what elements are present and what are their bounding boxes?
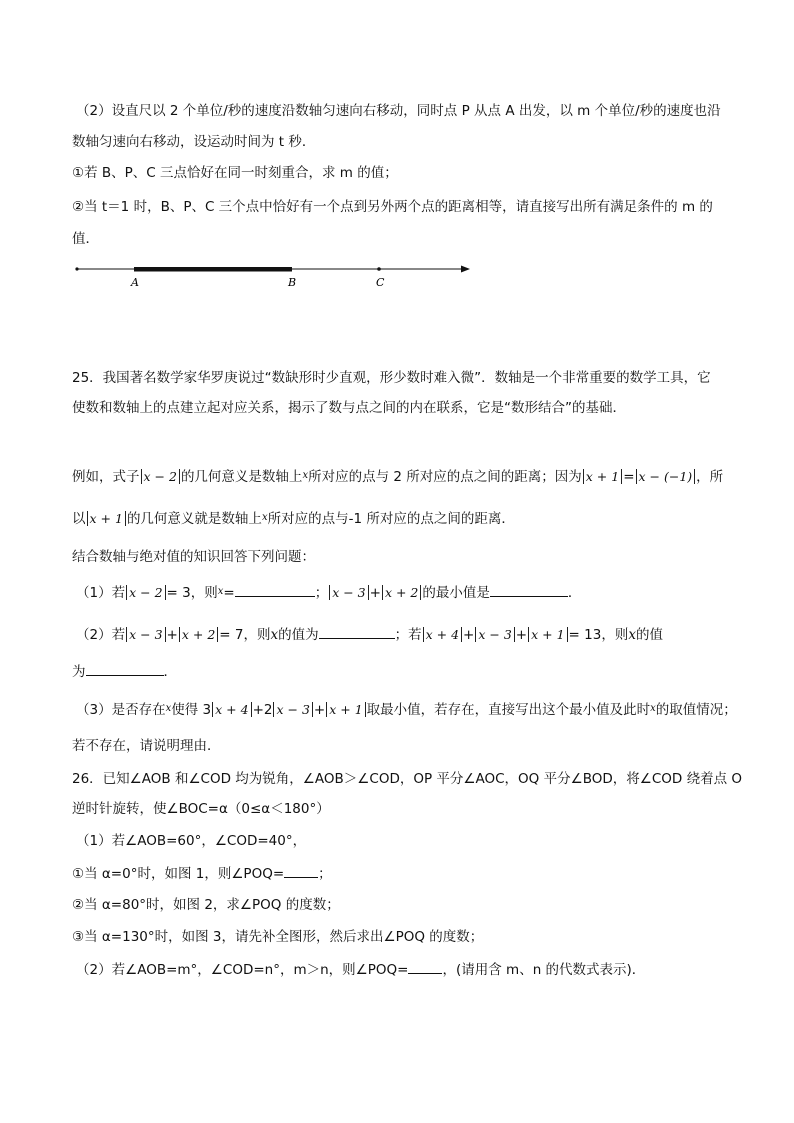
q24-sub1: ①若 B、P、C 三点恰好在同一时刻重合，求 m 的值；	[72, 165, 398, 181]
q26-line2: 逆时针旋转，使∠BOC=α（0≤α＜180°）	[72, 801, 330, 817]
text: +	[166, 627, 178, 643]
abs-expr: x + 1	[583, 469, 622, 484]
text: ；若	[394, 627, 422, 643]
text: （2）若∠AOB=m°，∠COD=n°，m＞n，则∠POQ=	[76, 962, 409, 978]
abs-expr: x + 4	[423, 627, 462, 642]
abs-expr: x − 3	[273, 702, 312, 717]
text: +	[369, 585, 381, 601]
q26-sub2: ②当 α=80°时，如图 2，求∠POQ 的度数；	[72, 897, 340, 913]
q26-part2	[76, 959, 645, 980]
abs-expr: x + 2	[179, 627, 218, 642]
q25-line2: 使数和数轴上的点建立起对应关系，揭示了数与点之间的内在联系，它是“数形结合”的基础．	[72, 400, 626, 416]
text: ；	[314, 585, 329, 601]
abs-expr: x + 4	[212, 702, 251, 717]
var-x: x	[302, 470, 309, 481]
text: = 13，则	[568, 627, 629, 643]
label-a: A	[131, 276, 139, 289]
abs-expr: x − 3	[126, 627, 165, 642]
q24-sub2-line2: 值．	[72, 231, 99, 247]
text: 以	[72, 511, 86, 527]
point-c-dot	[377, 267, 381, 271]
arrow-right-icon	[461, 266, 470, 273]
q25-prompt: 结合数轴与绝对值的知识回答下列问题：	[72, 549, 315, 565]
text: 的值为	[278, 627, 319, 643]
text: = 3，则	[166, 585, 218, 601]
answer-blank[interactable]	[319, 624, 395, 639]
q25-example-line1	[72, 466, 723, 487]
var-x: x	[165, 703, 172, 714]
var-x: x	[217, 586, 224, 597]
text: 使得 3	[171, 702, 212, 718]
axis-start-dot	[75, 267, 78, 270]
text: 所对应的点与-1 所对应的点之间的距离．	[267, 511, 515, 527]
text: 的值	[635, 627, 663, 643]
answer-blank[interactable]	[235, 582, 315, 597]
var-x: x	[261, 512, 268, 523]
answer-blank[interactable]	[284, 863, 318, 878]
q26-sub3: ③当 α=130°时，如图 3，请先补全图形，然后求出∠POQ 的度数；	[72, 929, 484, 945]
text: ．	[567, 585, 582, 601]
text: （1）若	[76, 585, 126, 601]
q26-sub1	[72, 863, 332, 884]
text: ①当 α=0°时，如图 1，则∠POQ=	[72, 866, 285, 882]
q24-part2-line1: （2）设直尺以 2 个单位/秒的速度沿数轴匀速向右移动，同时点 P 从点 A 出发，以 m 个单位/秒的速度也沿	[76, 103, 721, 119]
q25-line1: 25．我国著名数学家华罗庚说过“数缺形时少直观，形少数时难入微”．数轴是一个非常重要的数学工具，它	[72, 370, 711, 386]
text: （2）若	[76, 627, 126, 643]
q26-part1: （1）若∠AOB=60°，∠COD=40°，	[76, 833, 307, 849]
answer-blank[interactable]	[490, 582, 568, 597]
text: （3）是否存在	[76, 702, 166, 718]
text: ，(请用含 m、n 的代数式表示)．	[442, 962, 646, 978]
answer-blank[interactable]	[86, 661, 164, 676]
text: +	[463, 627, 475, 643]
text: 所对应的点与 2 所对应的点之间的距离；因为	[308, 469, 582, 485]
label-c: C	[376, 276, 385, 289]
var-x: x	[270, 627, 279, 643]
abs-expr: x − (−1)	[636, 469, 696, 484]
text: ；	[318, 866, 332, 882]
abs-expr: x + 1	[87, 511, 126, 526]
text: 例如，式子	[72, 469, 140, 485]
q25-part2-line2	[72, 661, 177, 682]
text: ，所	[696, 469, 724, 485]
abs-expr: x − 2	[126, 585, 165, 600]
abs-expr: x − 3	[329, 585, 368, 600]
abs-expr: x + 2	[382, 585, 421, 600]
text: 的最小值是	[422, 585, 490, 601]
abs-expr: x − 3	[475, 627, 514, 642]
answer-blank[interactable]	[408, 959, 442, 974]
text: 的取值情况；	[655, 702, 737, 718]
text: =	[623, 469, 635, 485]
q25-part2	[76, 624, 663, 645]
number-line-figure	[70, 258, 480, 292]
var-x: x	[650, 703, 656, 714]
q25-part3-line2: 若不存在，请说明理由．	[72, 738, 221, 754]
var-x: x	[628, 627, 636, 643]
q24-sub2-line1: ②当 t＝1 时，B、P、C 三个点中恰好有一个点到另外两个点的距离相等，请直接写出所有满足条件的 m 的	[72, 199, 713, 215]
q25-part1	[76, 582, 581, 603]
text: = 7，则	[219, 627, 271, 643]
text: 的几何意义是数轴上	[180, 469, 303, 485]
q25-example-line2	[72, 508, 515, 529]
text: +	[313, 702, 326, 718]
q26-line1: 26．已知∠AOB 和∠COD 均为锐角，∠AOB＞∠COD，OP 平分∠AOC，OQ 平分∠BOD，将∠COD 绕着点 O	[72, 771, 742, 787]
text: 取最小值，若存在，直接写出这个最小值及此时	[366, 702, 651, 718]
ruler-segment	[134, 267, 292, 272]
abs-expr: x + 1	[528, 627, 567, 642]
text: 的几何意义就是数轴上	[126, 511, 262, 527]
abs-expr: x − 2	[141, 469, 180, 484]
text: 为	[72, 664, 86, 680]
text: +2	[252, 702, 273, 718]
q25-part3	[76, 699, 737, 720]
label-b: B	[288, 276, 297, 289]
text: +	[515, 627, 528, 643]
text: =	[223, 585, 235, 601]
abs-expr: x + 1	[326, 702, 365, 717]
q24-part2-line2: 数轴匀速向右移动，设运动时间为 t 秒．	[72, 134, 316, 150]
text: ．	[163, 664, 177, 680]
